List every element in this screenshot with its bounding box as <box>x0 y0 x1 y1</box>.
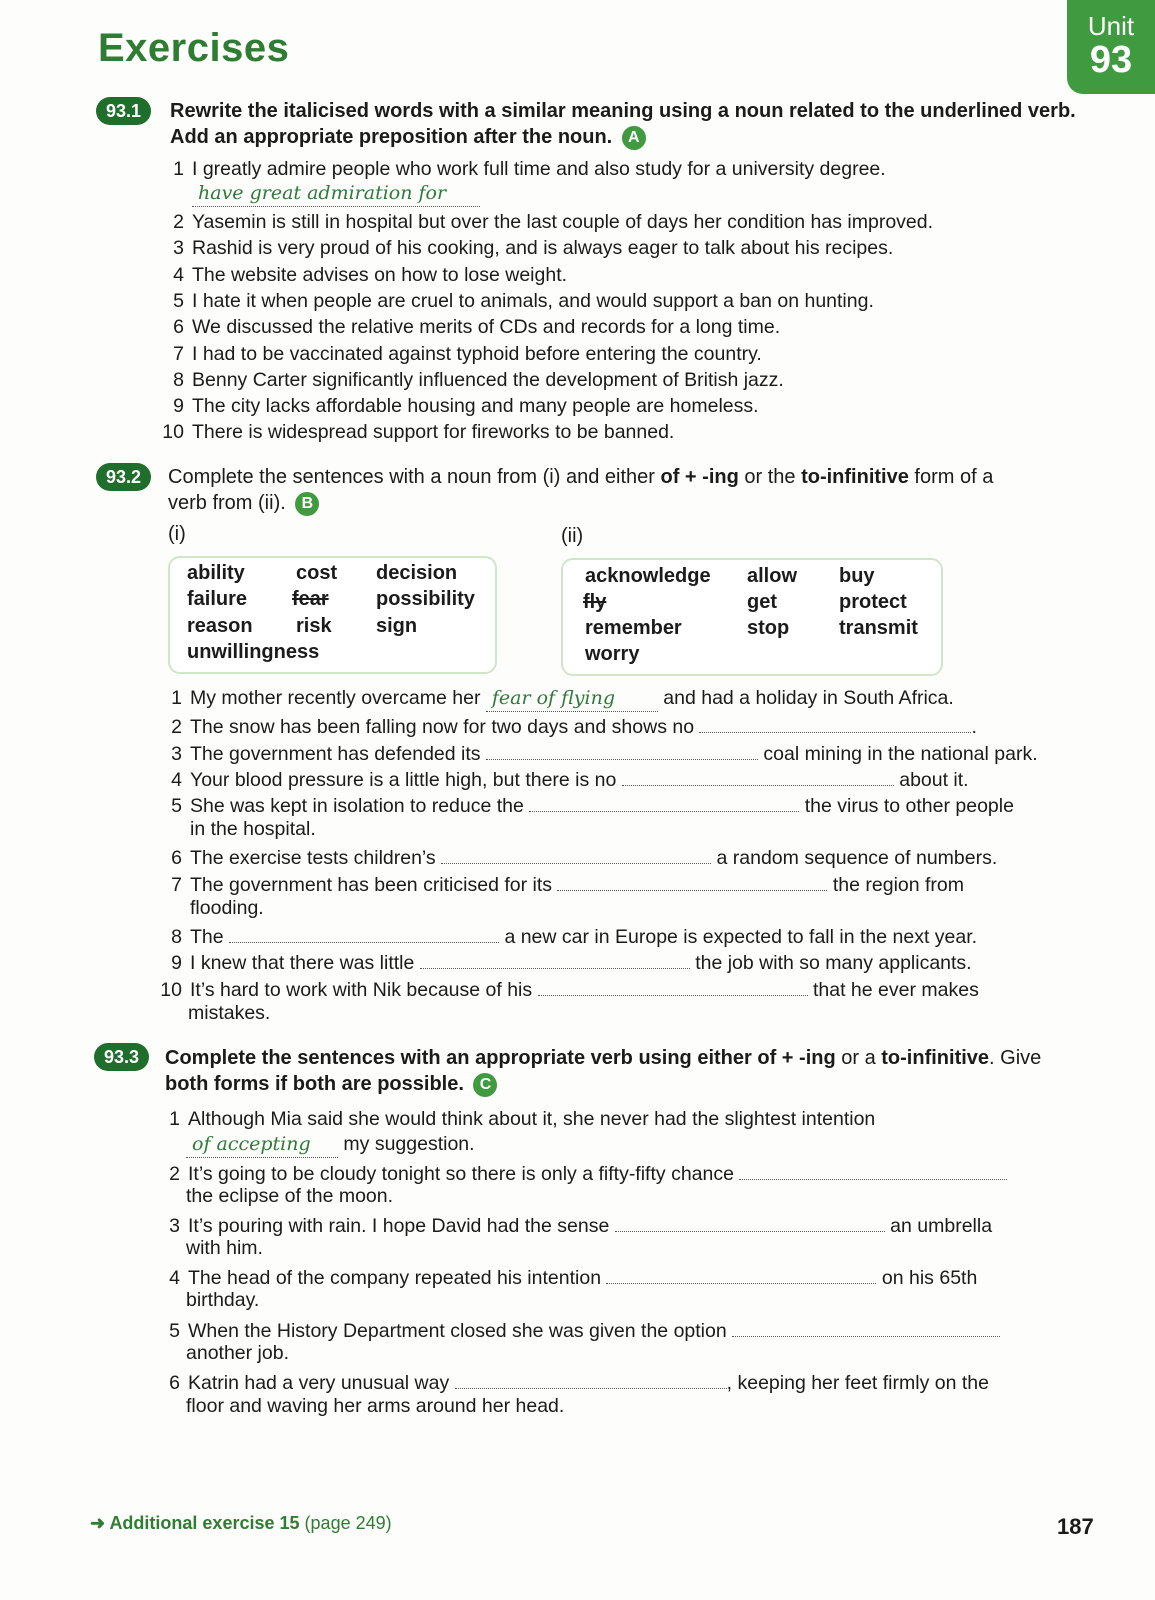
item-text: , keeping her feet firmly on the <box>726 1372 989 1394</box>
handwritten-answer[interactable]: fear of flying <box>486 685 658 712</box>
item-text: The exercise tests children’s <box>190 847 436 869</box>
item-number: 4 <box>171 769 182 791</box>
item-number: 1 <box>173 158 184 180</box>
item-number: 2 <box>171 716 182 738</box>
handwritten-answer[interactable]: of accepting <box>186 1131 338 1158</box>
item-number: 1 <box>169 1108 180 1130</box>
word-box-word: buy <box>839 565 875 587</box>
exercise-badge-93-3: 93.3 <box>94 1043 149 1071</box>
word-box-word-crossed: fly <box>583 591 607 613</box>
word-box-word: worry <box>585 643 640 665</box>
instruction-key: to-infinitive <box>881 1047 990 1069</box>
item-number: 4 <box>169 1267 180 1289</box>
item-number: 5 <box>173 290 184 312</box>
exercise-item <box>160 156 886 182</box>
item-number: 6 <box>173 316 184 338</box>
word-box-word-crossed: fear <box>292 588 329 610</box>
item-number: 10 <box>160 979 182 1001</box>
section-ref-icon: C <box>473 1073 497 1097</box>
answer-blank[interactable] <box>529 791 799 812</box>
item-number: 6 <box>169 1372 180 1394</box>
item-number: 8 <box>171 926 182 948</box>
answer-blank[interactable] <box>622 765 894 786</box>
item-text: Katrin had a very unusual way <box>188 1372 450 1394</box>
instruction-text: form of a <box>908 466 994 488</box>
exercise-item <box>160 419 674 445</box>
word-box-word: ability <box>187 562 245 584</box>
instruction-text: or the <box>738 466 802 488</box>
item-text: Benny Carter significantly influenced the development of British jazz. <box>192 369 784 391</box>
item-text: the region from <box>832 874 965 896</box>
exercise-item-continued: the eclipse of the moon. <box>186 1185 394 1207</box>
instruction-text: . Give <box>989 1047 1042 1069</box>
exercise-item-continued: flooding. <box>190 897 264 919</box>
item-text: My mother recently overcame her <box>190 687 481 709</box>
instruction-text: Complete the sentences with an appropriate verb using either <box>165 1047 758 1069</box>
item-text: Although Mia said she would think about it, she never had the slightest intention <box>188 1108 876 1130</box>
exercise-item <box>158 975 979 1003</box>
item-number: 5 <box>169 1320 180 1342</box>
word-box-word: get <box>747 591 777 613</box>
instruction-line <box>168 490 993 516</box>
exercise-item <box>158 843 997 871</box>
word-box-nouns <box>168 556 497 674</box>
item-text: We discussed the relative merits of CDs and records for a long time. <box>192 316 781 338</box>
handwritten-answer[interactable]: have great admiration for <box>192 180 480 207</box>
exercise-item <box>158 739 1038 767</box>
item-number: 1 <box>171 687 182 709</box>
instruction-line <box>168 464 993 490</box>
word-box-word: possibility <box>376 588 475 610</box>
answer-blank[interactable] <box>441 843 711 864</box>
item-number: 9 <box>173 395 184 417</box>
exercise-item-continued: floor and waving her arms around her head. <box>186 1395 565 1417</box>
exercise-item <box>158 712 977 740</box>
item-text: There is widespread support for fireworks to be banned. <box>192 421 675 443</box>
item-text: the virus to other people <box>804 795 1014 817</box>
instruction-key: of + -ing <box>757 1047 836 1069</box>
word-box-word: stop <box>747 617 790 639</box>
instruction-line <box>165 1071 1041 1097</box>
instruction-text: or a <box>835 1047 882 1069</box>
arrow-right-icon: ➜ <box>90 1513 106 1533</box>
answer-blank[interactable] <box>538 975 808 996</box>
exercise-item <box>156 1263 977 1291</box>
answer-blank[interactable] <box>615 1211 885 1232</box>
instruction-text: verb from (ii). <box>168 492 286 514</box>
exercise-item <box>160 367 784 393</box>
item-text: a random sequence of numbers. <box>716 847 998 869</box>
exercise-item-continued: another job. <box>186 1342 289 1364</box>
exercise-item <box>156 1211 992 1239</box>
item-number: 2 <box>169 1163 180 1185</box>
exercise-item <box>160 288 874 314</box>
instruction-line: Rewrite the italicised words with a similar meaning using a noun related to the underlined verb. <box>170 100 1076 122</box>
item-number: 3 <box>169 1215 180 1237</box>
item-number: 6 <box>171 847 182 869</box>
word-box-word: remember <box>585 617 682 639</box>
word-box-word: acknowledge <box>585 565 711 587</box>
exercise-instruction-93-3 <box>165 1045 1041 1097</box>
answer-blank[interactable] <box>420 948 690 969</box>
exercise-item <box>158 948 972 976</box>
box-label-i: (i) <box>168 523 186 545</box>
link-text[interactable]: Additional exercise 15 <box>109 1513 300 1533</box>
exercise-item-continued: birthday. <box>186 1289 260 1311</box>
item-number: 3 <box>173 237 184 259</box>
section-ref-icon: B <box>295 492 319 516</box>
page-number: 187 <box>1057 1514 1094 1539</box>
item-text: When the History Department closed she was given the option <box>188 1320 727 1342</box>
instruction-text: both forms if both are possible. <box>165 1073 464 1095</box>
item-text: and had a holiday in South Africa. <box>663 687 954 709</box>
item-text: on his 65th <box>881 1267 978 1289</box>
answer-blank[interactable] <box>606 1263 876 1284</box>
item-number: 2 <box>173 211 184 233</box>
item-text: I hate it when people are cruel to animals, and would support a ban on hunting. <box>192 290 874 312</box>
exercise-item <box>160 262 567 288</box>
word-box-word: sign <box>376 615 418 637</box>
section-ref-icon: A <box>622 126 646 150</box>
word-box-word: transmit <box>839 617 918 639</box>
item-text: . <box>971 716 977 738</box>
instruction-line <box>165 1045 1041 1071</box>
link-page: (page 249) <box>304 1513 392 1533</box>
exercise-item-continued: with him. <box>186 1237 263 1259</box>
exercise-item <box>156 1106 875 1132</box>
word-box-word: risk <box>296 615 332 637</box>
box-label-ii: (ii) <box>561 525 584 547</box>
exercise-item <box>160 235 893 261</box>
word-box-word: reason <box>187 615 253 637</box>
item-text: Yasemin is still in hospital but over the last couple of days her condition has improved. <box>192 211 934 233</box>
exercise-instruction-93-2 <box>168 464 993 516</box>
item-text: that he ever makes <box>812 979 979 1001</box>
answer-blank[interactable] <box>557 870 827 891</box>
item-text: I knew that there was little <box>190 952 415 974</box>
word-box-word: allow <box>747 565 798 587</box>
item-text: my suggestion. <box>343 1133 475 1155</box>
item-number: 4 <box>173 264 184 286</box>
item-text: a new car in Europe is expected to fall in the next year. <box>504 926 978 948</box>
item-text: She was kept in isolation to reduce the <box>190 795 524 817</box>
exercise-item <box>160 393 759 419</box>
item-text: I greatly admire people who work full time and also study for a university degree. <box>192 158 886 180</box>
exercise-item-continued: mistakes. <box>188 1002 271 1024</box>
item-text: The website advises on how to lose weight. <box>192 264 568 286</box>
exercise-badge-93-2: 93.2 <box>96 463 151 491</box>
answer-blank[interactable] <box>699 712 971 733</box>
instruction-text: Complete the sentences with a noun from (i) and either <box>168 466 661 488</box>
word-box-word: decision <box>376 562 458 584</box>
exercise-item <box>156 1368 989 1396</box>
additional-exercise-link[interactable] <box>90 1513 392 1534</box>
item-text: I had to be vaccinated against typhoid before entering the country. <box>192 343 762 365</box>
instruction-line <box>170 124 1076 150</box>
item-number: 5 <box>171 795 182 817</box>
word-box-word: protect <box>839 591 907 613</box>
item-text: coal mining in the national park. <box>763 743 1038 765</box>
answer-blank[interactable] <box>229 922 499 943</box>
item-number: 8 <box>173 369 184 391</box>
page-title: Exercises <box>98 26 290 70</box>
item-text: about it. <box>899 769 969 791</box>
item-text: The government has defended its <box>190 743 481 765</box>
item-text: The government has been criticised for its <box>190 874 553 896</box>
unit-number: 93 <box>1089 39 1133 81</box>
word-box-word: cost <box>296 562 338 584</box>
answer-blank[interactable] <box>732 1316 1000 1337</box>
exercise-instruction-93-1 <box>170 98 1076 150</box>
item-number: 10 <box>162 421 184 443</box>
exercise-item <box>160 209 933 235</box>
item-number: 7 <box>171 874 182 896</box>
exercise-item <box>158 685 954 712</box>
instruction-key: of + -ing <box>660 466 739 488</box>
item-text: The snow has been falling now for two days and shows no <box>190 716 695 738</box>
exercise-item <box>158 765 969 793</box>
exercise-item-continued: in the hospital. <box>190 818 316 840</box>
item-text: The head of the company repeated his intention <box>188 1267 602 1289</box>
item-text: It’s pouring with rain. I hope David had the sense <box>188 1215 610 1237</box>
word-box-word: failure <box>187 588 248 610</box>
exercise-item-continued <box>186 1131 475 1158</box>
unit-label: Unit <box>1087 11 1135 41</box>
word-box-verbs <box>561 558 943 676</box>
exercise-item <box>158 870 964 898</box>
exercise-badge-93-1: 93.1 <box>96 97 151 125</box>
item-number: 7 <box>173 343 184 365</box>
item-number: 3 <box>171 743 182 765</box>
exercise-item <box>160 314 780 340</box>
answer-blank[interactable] <box>486 739 758 760</box>
answer-line[interactable] <box>192 180 480 207</box>
exercise-item <box>160 341 762 367</box>
item-text: The city lacks affordable housing and many people are homeless. <box>192 395 759 417</box>
word-box-word: unwillingness <box>187 641 320 663</box>
item-text: the job with so many applicants. <box>695 952 972 974</box>
item-text: Rashid is very proud of his cooking, and is always eager to talk about his recipes. <box>192 237 894 259</box>
item-text: It’s hard to work with Nik because of his <box>190 979 533 1001</box>
exercise-item <box>158 791 1014 819</box>
item-text: The <box>190 926 224 948</box>
answer-blank[interactable] <box>455 1368 727 1389</box>
unit-tab <box>1067 0 1155 94</box>
item-text: an umbrella <box>890 1215 993 1237</box>
item-text: Your blood pressure is a little high, but there is no <box>190 769 617 791</box>
item-text: It’s going to be cloudy tonight so there is only a fifty-fifty chance <box>188 1163 734 1185</box>
instruction-key: to-infinitive <box>801 466 909 488</box>
answer-blank[interactable] <box>739 1159 1007 1180</box>
exercise-item <box>158 922 977 950</box>
item-number: 9 <box>171 952 182 974</box>
instruction-text: Add an appropriate preposition after the noun. <box>170 126 613 148</box>
